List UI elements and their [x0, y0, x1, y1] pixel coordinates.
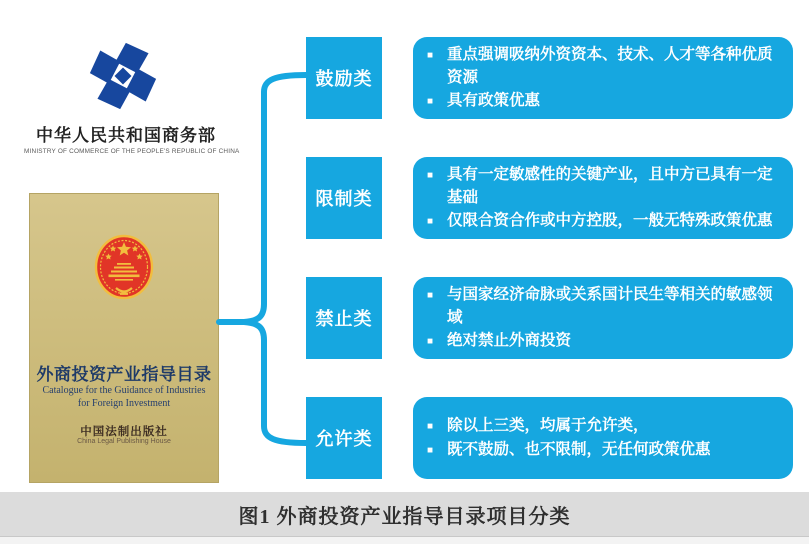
bullet-text: 仅限合资合作或中方控股，一般无特殊政策优惠 — [447, 212, 773, 229]
category-box-encouraged: 鼓励类 — [306, 37, 382, 119]
bullet-item — [427, 414, 777, 438]
figure-caption: 图1 外商投资产业指导目录项目分类 — [238, 505, 571, 528]
bullet-text: 除以上三类，均属于允许类， — [447, 417, 649, 434]
bullet-square-icon: ■ — [427, 336, 434, 347]
category-box-restricted: 限制类 — [306, 157, 382, 239]
bullet-square-icon: ■ — [427, 170, 434, 181]
bullet-text: 与国家经济命脉或关系国计民生等相关的敏感领域 — [447, 286, 773, 326]
category-row-prohibited — [0, 277, 809, 359]
category-desc-prohibited — [413, 277, 793, 359]
bullet-square-icon: ■ — [427, 50, 434, 61]
bullet-square-icon: ■ — [427, 96, 434, 107]
book-publisher-en: China Legal Publishing House — [77, 438, 171, 445]
bullet-item — [427, 89, 777, 113]
bullet-square-icon: ■ — [427, 445, 434, 456]
category-desc-restricted — [413, 157, 793, 239]
category-desc-encouraged — [413, 37, 793, 119]
bullet-item — [427, 209, 777, 233]
bullet-text: 既不鼓励、也不限制，无任何政策优惠 — [447, 441, 711, 458]
bullet-square-icon: ■ — [427, 290, 434, 301]
bullet-text: 绝对禁止外商投资 — [447, 332, 572, 349]
org-name-en: MINISTRY OF COMMERCE OF THE PEOPLE'S REPUBLIC OF CHINA — [24, 148, 240, 155]
category-row-permitted — [0, 397, 809, 479]
bullet-square-icon: ■ — [427, 421, 434, 432]
bullet-item — [427, 329, 777, 353]
brace-connector-icon — [210, 60, 310, 455]
book-title-en-line1: Catalogue for the Guidance of Industries — [42, 385, 206, 396]
bullet-item — [427, 163, 777, 209]
book-title-cn: 外商投资产业指导目录 — [36, 365, 212, 384]
category-desc-permitted — [413, 397, 793, 479]
bullet-item — [427, 438, 777, 462]
caption-band — [0, 492, 809, 536]
category-row-encouraged — [0, 37, 809, 119]
book-publisher-cn: 中国法制出版社 — [80, 426, 168, 438]
bullet-item — [427, 283, 777, 329]
category-box-permitted: 允许类 — [306, 397, 382, 479]
bullet-square-icon: ■ — [427, 216, 434, 227]
bullet-item — [427, 43, 777, 89]
bullet-text: 重点强调吸纳外资资本、技术、人才等各种优质资源 — [447, 46, 773, 86]
org-name-cn: 中华人民共和国商务部 — [36, 126, 216, 145]
category-row-restricted — [0, 157, 809, 239]
bottom-strip — [0, 536, 809, 544]
category-box-prohibited: 禁止类 — [306, 277, 382, 359]
bullet-text: 具有一定敏感性的关键产业，且中方已具有一定基础 — [447, 166, 773, 206]
book-title-en-line2: for Foreign Investment — [77, 398, 171, 409]
bullet-text: 具有政策优惠 — [447, 92, 541, 109]
